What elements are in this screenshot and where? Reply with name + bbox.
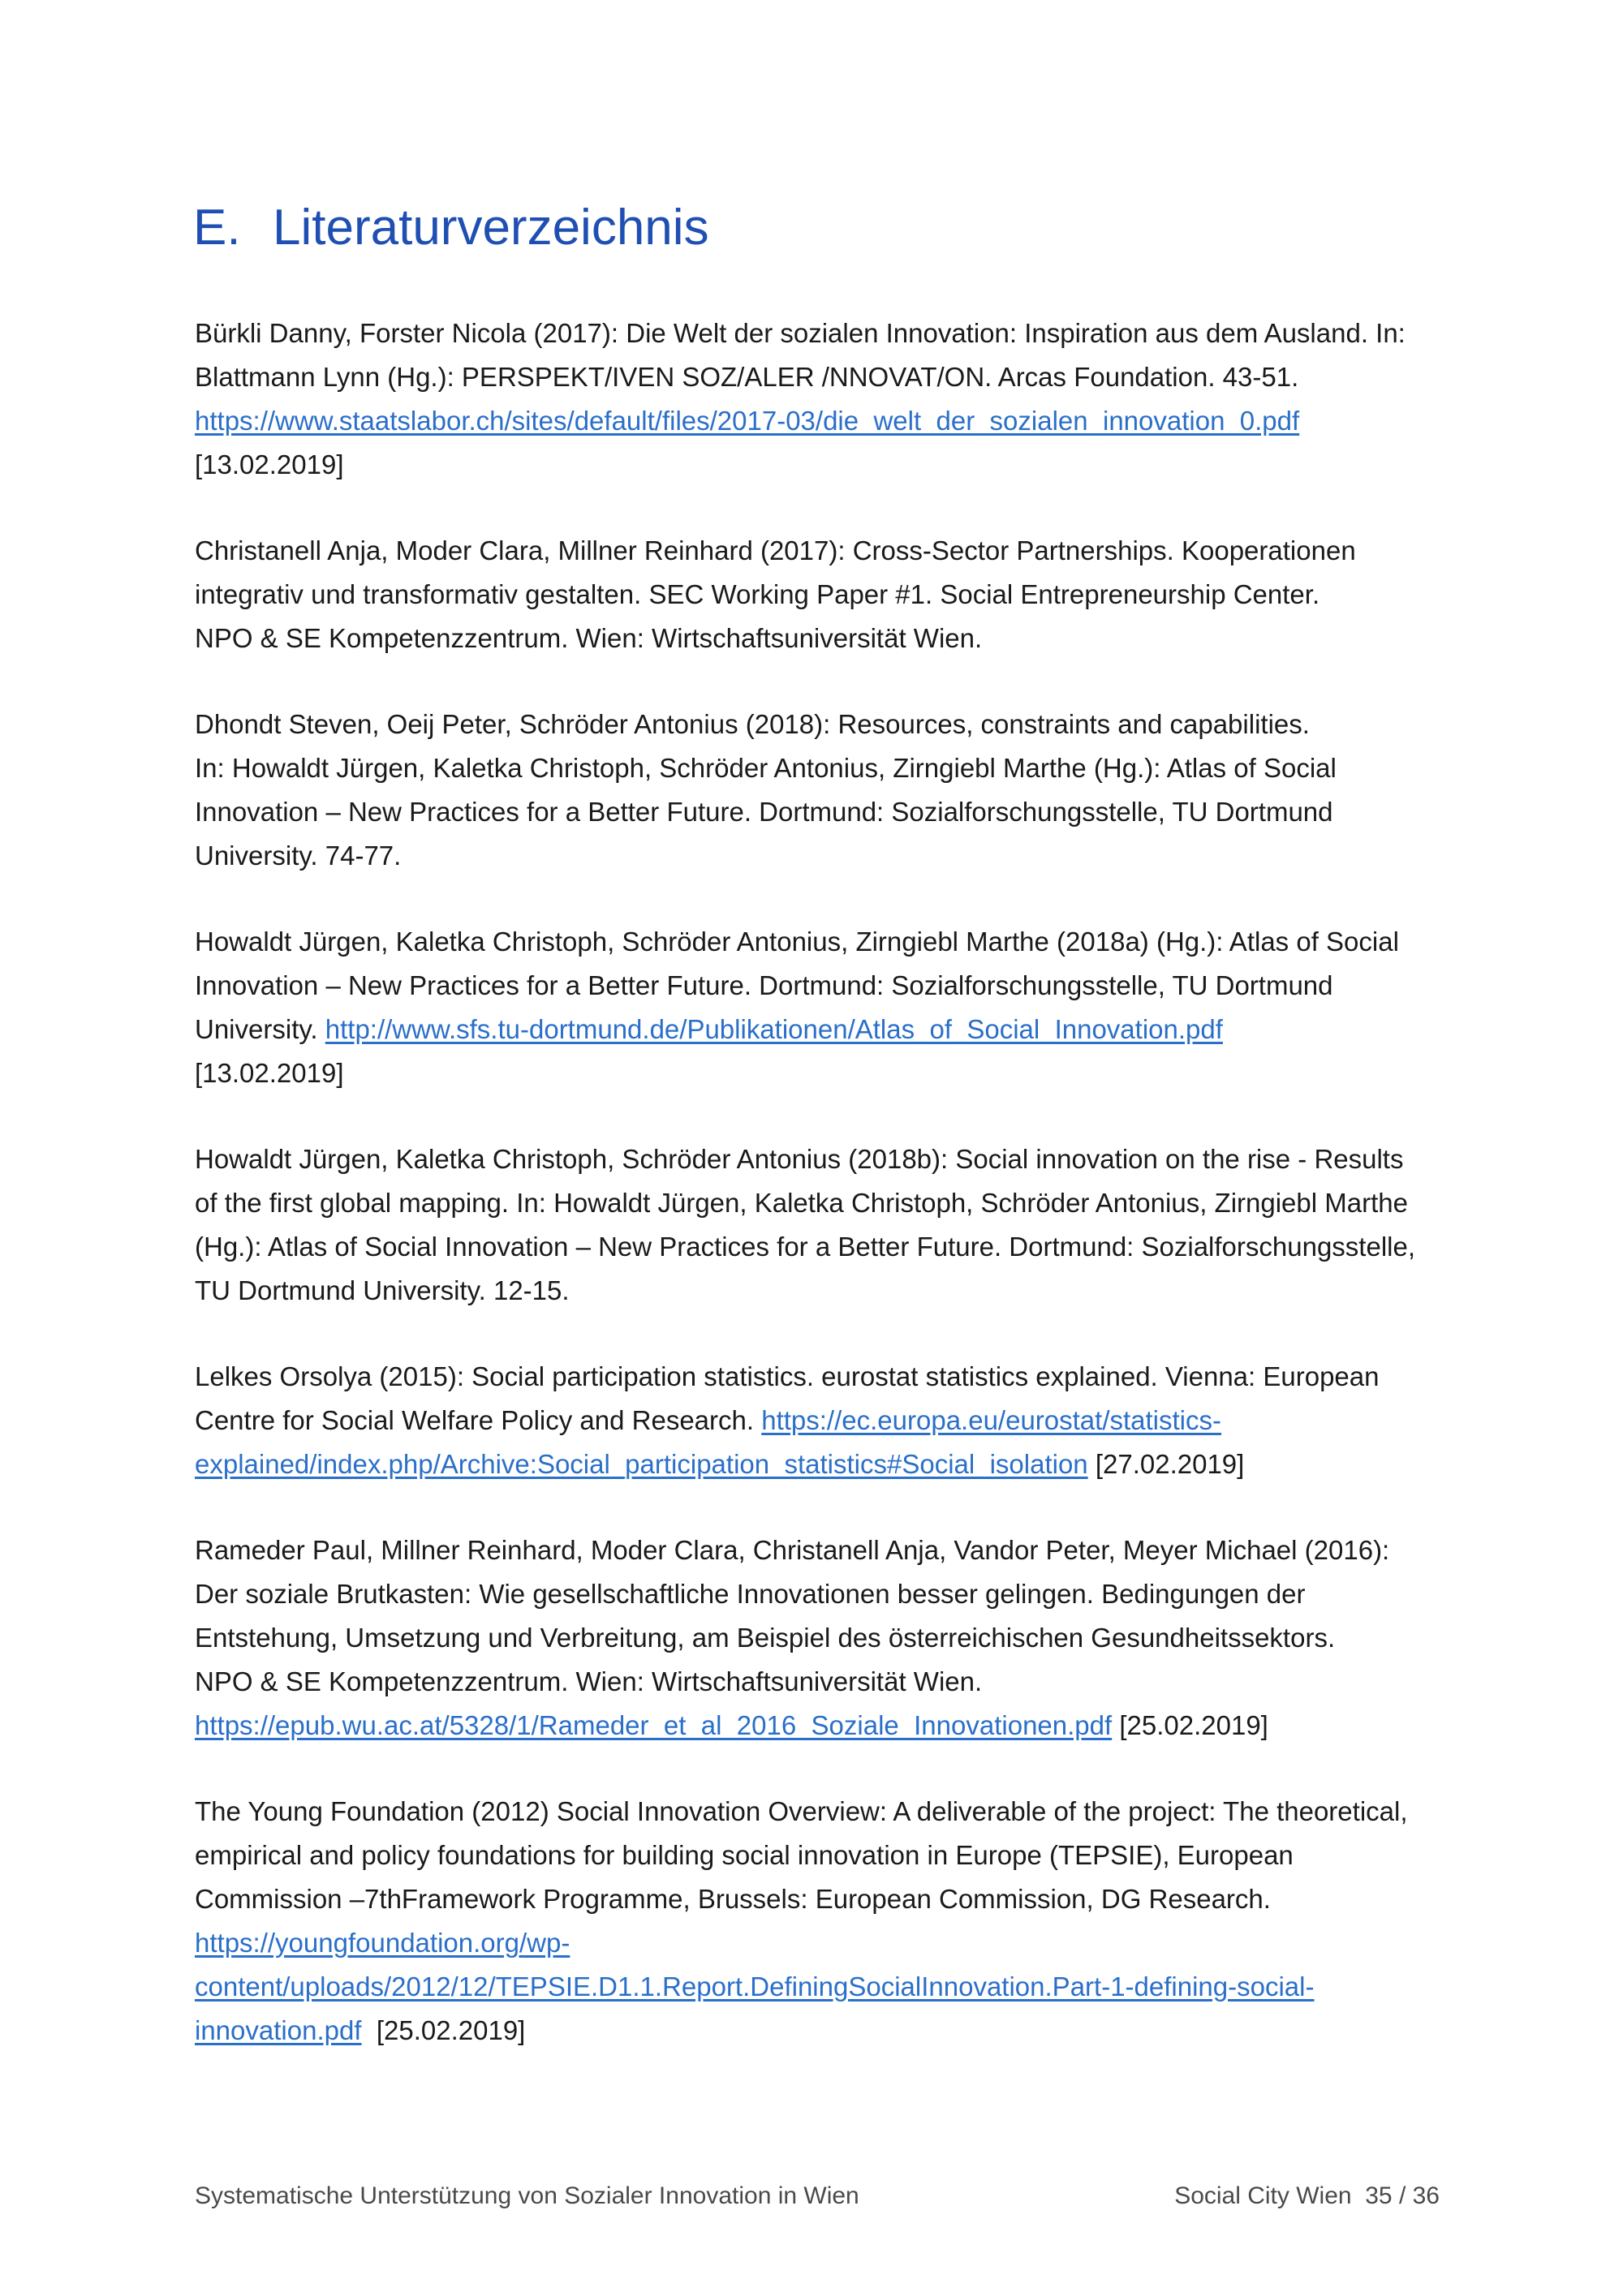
reference-access-date: [25.02.2019] [1112, 1710, 1268, 1740]
reference-entry [195, 529, 1461, 660]
section-number: E. [193, 200, 241, 256]
reference-line: University. 74-77. [195, 841, 402, 871]
reference-line: Dhondt Steven, Oeij Peter, Schröder Antonius (2018): Resources, constraints and capabilities. [195, 709, 1310, 739]
reference-line: Rameder Paul, Millner Reinhard, Moder Clara, Christanell Anja, Vandor Peter, Meyer Michael (2016): [195, 1535, 1390, 1565]
reference-text: Centre for Social Welfare Policy and Research. [195, 1405, 762, 1435]
reference-line: TU Dortmund University. 12-15. [195, 1275, 570, 1305]
reference-entry [195, 920, 1461, 1095]
reference-line: Howaldt Jürgen, Kaletka Christoph, Schröder Antonius, Zirngiebl Marthe (2018a) (Hg.): Atlas of Social [195, 927, 1399, 957]
reference-line: Blattmann Lynn (Hg.): PERSPEKT/IVEN SOZ/ALER /NNOVAT/ON. Arcas Foundation. 43-51. [195, 362, 1299, 392]
reference-entry [195, 703, 1461, 878]
reference-line: of the first global mapping. In: Howaldt Jürgen, Kaletka Christoph, Schröder Antonius, Zirngiebl Marthe [195, 1188, 1408, 1218]
reference-access-date: [25.02.2019] [361, 2015, 526, 2045]
reference-link[interactable]: https://www.staatslabor.ch/sites/default/files/2017-03/die_welt_der_sozialen_innovation_0.pdf [195, 406, 1300, 436]
reference-list [195, 312, 1461, 2095]
reference-line: Lelkes Orsolya (2015): Social participation statistics. eurostat statistics explained. Vienna: European [195, 1361, 1380, 1391]
reference-line: NPO & SE Kompetenzzentrum. Wien: Wirtschaftsuniversität Wien. [195, 623, 983, 653]
reference-link[interactable]: http://www.sfs.tu-dortmund.de/Publikationen/Atlas_of_Social_Innovation.pdf [325, 1014, 1223, 1044]
reference-line: Innovation – New Practices for a Better Future. Dortmund: Sozialforschungsstelle, TU Dortmund [195, 970, 1333, 1000]
reference-link[interactable]: https://youngfoundation.org/wp- [195, 1928, 570, 1958]
reference-entry [195, 1529, 1461, 1748]
reference-link[interactable]: https://ec.europa.eu/eurostat/statistics- [761, 1405, 1222, 1435]
reference-line: Innovation – New Practices for a Better Future. Dortmund: Sozialforschungsstelle, TU Dortmund [195, 797, 1333, 827]
reference-entry [195, 1790, 1461, 2053]
reference-line: Entstehung, Umsetzung und Verbreitung, am Beispiel des österreichischen Gesundheitssektors. [195, 1623, 1336, 1653]
reference-link[interactable]: content/uploads/2012/12/TEPSIE.D1.1.Report.DefiningSocialInnovation.Part-1-defining-social- [195, 1971, 1315, 2001]
reference-text: University. [195, 1014, 325, 1044]
reference-line: integrativ und transformativ gestalten. SEC Working Paper #1. Social Entrepreneurship Center. [195, 579, 1320, 609]
section-heading [193, 191, 709, 264]
footer-page-number: Social City Wien 35 / 36 [1174, 2182, 1440, 2209]
reference-line: Der soziale Brutkasten: Wie gesellschaftliche Innovationen besser gelingen. Bedingungen der [195, 1579, 1306, 1609]
footer-document-title: Systematische Unterstützung von Sozialer Innovation in Wien [195, 2182, 859, 2209]
reference-line: In: Howaldt Jürgen, Kaletka Christoph, Schröder Antonius, Zirngiebl Marthe (Hg.): Atlas of Social [195, 753, 1337, 783]
reference-entry [195, 1355, 1461, 1486]
reference-line: Commission –7thFramework Programme, Brussels: European Commission, DG Research. [195, 1884, 1271, 1914]
reference-entry [195, 1137, 1461, 1313]
reference-line: empirical and policy foundations for building social innovation in Europe (TEPSIE), European [195, 1840, 1294, 1870]
reference-access-date: [27.02.2019] [1087, 1449, 1245, 1479]
reference-link[interactable]: innovation.pdf [195, 2015, 362, 2045]
reference-line: Christanell Anja, Moder Clara, Millner Reinhard (2017): Cross-Sector Partnerships. Kooperationen [195, 535, 1356, 565]
reference-access-date: [13.02.2019] [195, 449, 344, 479]
reference-line: Bürkli Danny, Forster Nicola (2017): Die Welt der sozialen Innovation: Inspiration aus dem Ausland. In: [195, 318, 1406, 348]
reference-entry [195, 312, 1461, 487]
section-title: Literaturverzeichnis [273, 200, 709, 256]
reference-link[interactable]: https://epub.wu.ac.at/5328/1/Rameder_et_al_2016_Soziale_Innovationen.pdf [195, 1710, 1113, 1740]
reference-line: (Hg.): Atlas of Social Innovation – New Practices for a Better Future. Dortmund: Sozialforschungsstelle, [195, 1232, 1416, 1262]
reference-line: NPO & SE Kompetenzzentrum. Wien: Wirtschaftsuniversität Wien. [195, 1666, 983, 1696]
reference-line: The Young Foundation (2012) Social Innovation Overview: A deliverable of the project: The theoretical, [195, 1796, 1408, 1826]
reference-link[interactable]: explained/index.php/Archive:Social_participation_statistics#Social_isolation [195, 1449, 1088, 1479]
reference-access-date: [13.02.2019] [195, 1058, 344, 1088]
reference-line: Howaldt Jürgen, Kaletka Christoph, Schröder Antonius (2018b): Social innovation on the rise - Results [195, 1144, 1404, 1174]
